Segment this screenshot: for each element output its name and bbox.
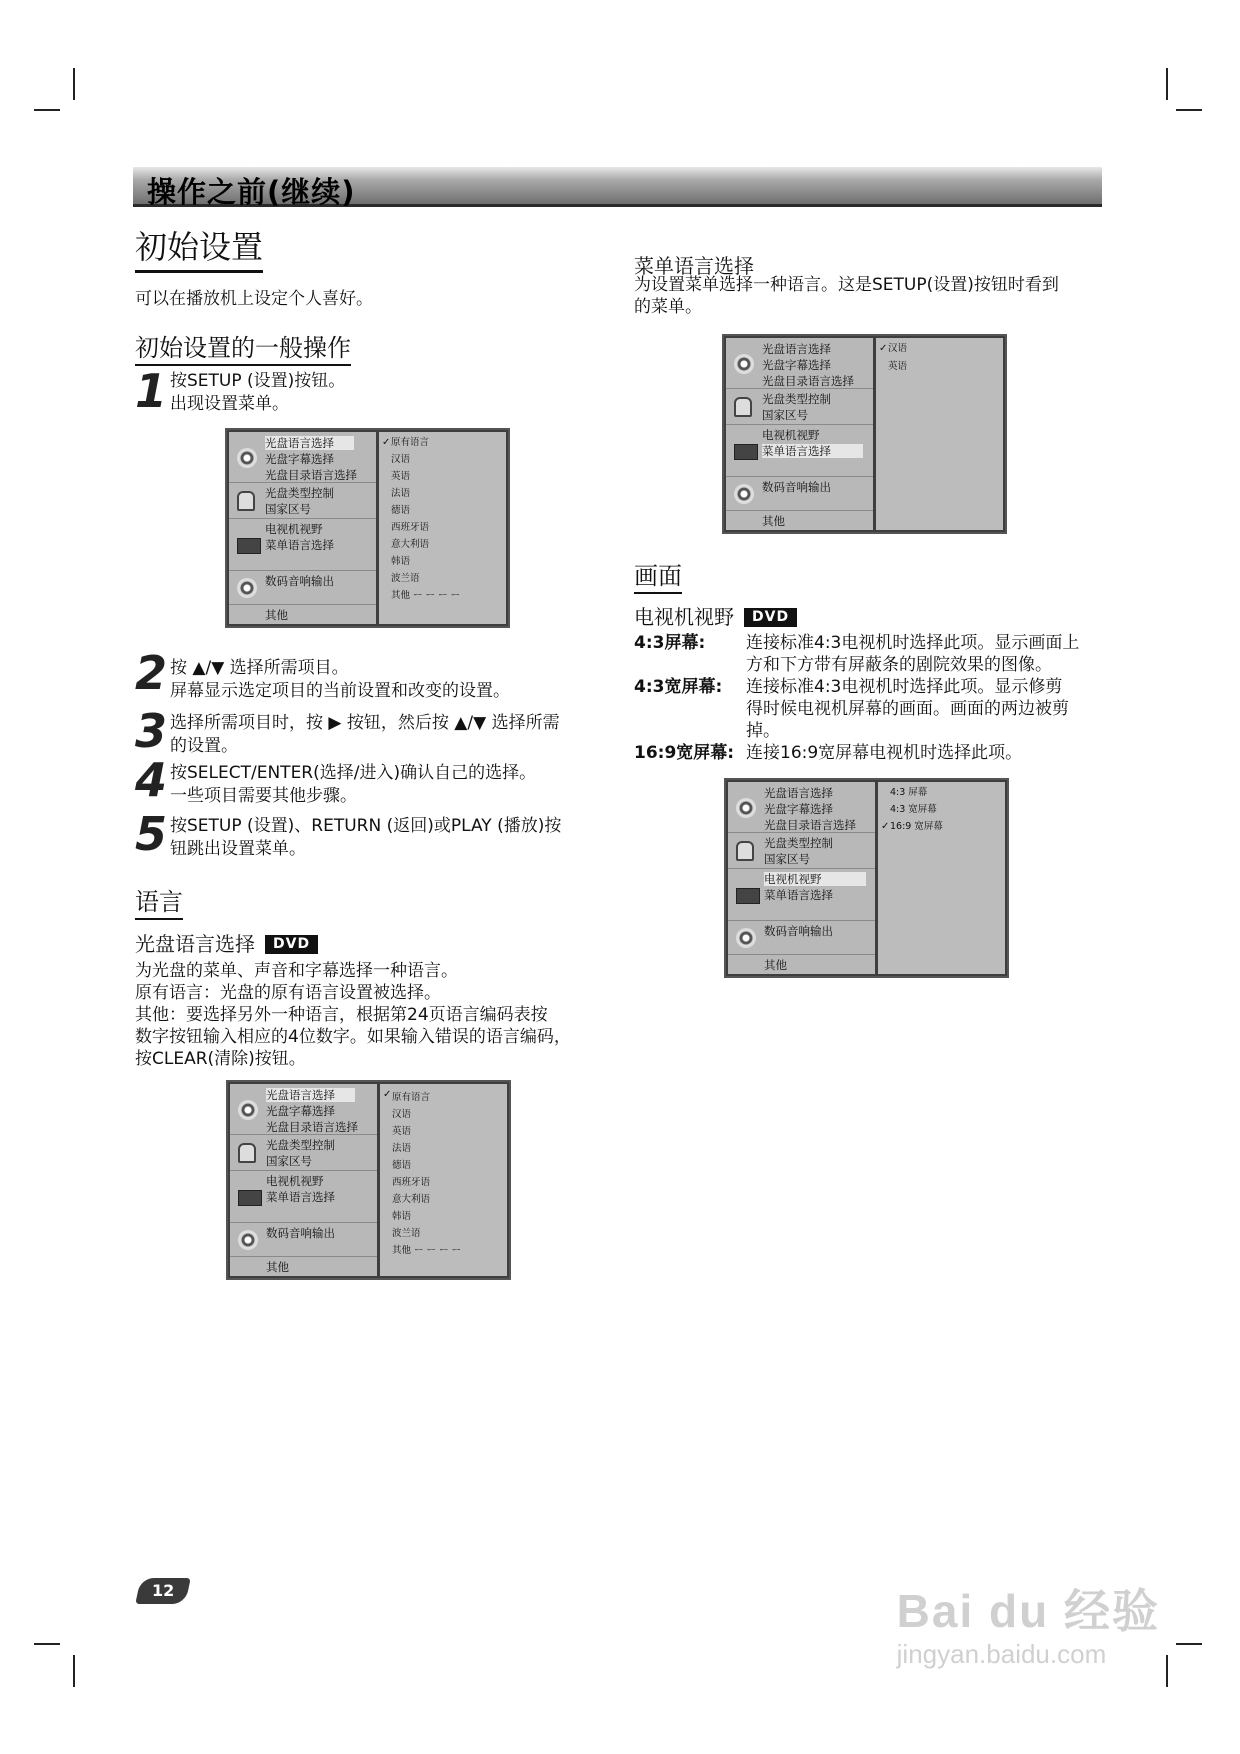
menu-option: 韩语	[391, 556, 411, 567]
step-text: 一些项目需要其他步骤。	[170, 786, 357, 806]
menu-group-audio	[230, 1224, 377, 1257]
menu-right-panel	[380, 1084, 507, 1276]
menu-group-lock	[726, 390, 873, 425]
step-number: 3	[135, 704, 168, 758]
menu-item: 光盘类型控制	[266, 1138, 335, 1152]
audio-icon	[238, 1230, 258, 1250]
baidu-watermark	[897, 1575, 1160, 1670]
menu-option: 英语	[392, 1126, 412, 1137]
disc-icon	[237, 448, 257, 468]
menu-group-disc	[230, 1084, 377, 1135]
paragraph: 数字按钮输入相应的4位数字。如果输入错误的语言编码，	[135, 1027, 571, 1047]
menu-option: 波兰语	[391, 573, 420, 584]
menu-item: 国家区号	[764, 852, 810, 866]
menu-item: 其他	[265, 608, 288, 622]
watermark-url: jingyan.baidu.com	[896, 1639, 1107, 1669]
menu-group-lock	[728, 834, 875, 869]
disc-language-title	[135, 928, 318, 957]
menu-item: 菜单语言选择	[764, 888, 833, 902]
step-number: 5	[135, 807, 168, 861]
check-icon: ✓	[881, 821, 890, 832]
crop-mark	[73, 68, 75, 100]
tv-icon	[238, 1190, 262, 1206]
menu-item: 光盘语言选择	[764, 786, 833, 800]
lock-icon	[237, 491, 255, 511]
menu-item: 光盘字幕选择	[764, 802, 833, 816]
menu-left-panel	[230, 1084, 377, 1276]
disc-icon	[734, 354, 754, 374]
initial-setup-intro: 可以在播放机上设定个人喜好。	[135, 289, 373, 309]
crop-mark	[73, 1655, 75, 1687]
step-text: 出现设置菜单。	[170, 394, 289, 414]
menu-option: 4:3 屏幕	[890, 787, 928, 798]
menu-item: 光盘语言选择	[265, 436, 354, 450]
menu-option: 原有语言	[391, 437, 430, 448]
menu-option: 法语	[392, 1143, 412, 1154]
menu-item: 光盘字幕选择	[266, 1104, 335, 1118]
menu-item: 光盘目录语言选择	[266, 1120, 358, 1134]
disc-icon	[238, 1100, 258, 1120]
menu-language-title: 菜单语言选择	[634, 254, 754, 278]
menu-option: 原有语言	[392, 1092, 431, 1103]
paragraph: 按CLEAR(清除)按钮。	[135, 1049, 306, 1069]
audio-icon	[736, 928, 756, 948]
tv-icon	[736, 888, 760, 904]
menu-group-lock	[229, 484, 376, 519]
watermark-brand: Bai du 经验	[896, 1585, 1160, 1637]
audio-icon	[237, 578, 257, 598]
menu-item: 国家区号	[265, 502, 311, 516]
menu-right-panel	[876, 338, 1003, 530]
lock-icon	[238, 1143, 256, 1163]
menu-option: 韩语	[392, 1211, 412, 1222]
step-number: 1	[135, 364, 168, 418]
menu-group-audio	[229, 572, 376, 605]
dvd-badge: DVD	[744, 608, 797, 627]
menu-right-panel	[379, 432, 506, 624]
definition-desc: 连接标准4:3电视机时选择此项。显示修剪	[746, 677, 1063, 697]
disc-icon	[736, 798, 756, 818]
step-text: 钮跳出设置菜单。	[170, 839, 306, 859]
crop-mark	[34, 1643, 60, 1645]
definition-desc: 连接16:9宽屏幕电视机时选择此项。	[746, 743, 1023, 763]
menu-option: 汉语	[392, 1109, 412, 1120]
general-operation-title: 初始设置的一般操作	[135, 328, 351, 366]
menu-left-panel	[728, 782, 875, 974]
menu-item: 电视机视野	[764, 872, 866, 886]
menu-right-panel	[878, 782, 1005, 974]
menu-item: 菜单语言选择	[266, 1190, 335, 1204]
definition-desc: 得时候电视机屏幕的画面。画面的两边被剪	[746, 699, 1069, 719]
menu-item: 菜单语言选择	[762, 444, 863, 458]
check-icon: ✓	[383, 1089, 392, 1100]
menu-group-tv	[726, 426, 873, 477]
tv-aspect-label: 电视机视野	[634, 605, 734, 629]
menu-option: 法语	[391, 488, 411, 499]
initial-setup-title: 初始设置	[135, 222, 263, 273]
paragraph: 为设置菜单选择一种语言。这是SETUP(设置)按钮时看到	[634, 275, 1059, 295]
menu-item: 光盘语言选择	[762, 342, 831, 356]
menu-item: 光盘目录语言选择	[762, 374, 854, 388]
menu-item: 其他	[266, 1260, 289, 1274]
definition-desc: 方和下方带有屏蔽条的剧院效果的图像。	[746, 655, 1052, 675]
menu-option: 汉语	[391, 454, 411, 465]
lock-icon	[736, 841, 754, 861]
crop-mark	[1166, 1655, 1168, 1687]
menu-option: 德语	[391, 505, 411, 516]
menu-option: 英语	[888, 361, 908, 372]
tv-icon	[237, 538, 261, 554]
step-text: 按SETUP (设置)按钮。	[170, 371, 346, 391]
step-text: 按 ▲/▼ 选择所需项目。	[170, 658, 349, 678]
step-text: 按SELECT/ENTER(选择/进入)确认自己的选择。	[170, 763, 537, 783]
disc-language-label: 光盘语言选择	[135, 932, 255, 956]
menu-option: 波兰语	[392, 1228, 421, 1239]
definition-desc: 掉。	[746, 721, 780, 741]
step-text: 屏幕显示选定项目的当前设置和改变的设置。	[170, 681, 510, 701]
picture-title: 画面	[634, 556, 682, 594]
menu-option: 4:3 宽屏幕	[890, 804, 937, 815]
menu-option: 意大利语	[392, 1194, 431, 1205]
menu-left-panel	[229, 432, 376, 624]
definition-term: 4:3屏幕:	[634, 633, 706, 653]
page-number-badge	[135, 1578, 191, 1604]
dvd-badge: DVD	[265, 935, 318, 954]
menu-group-lock	[230, 1136, 377, 1171]
menu-group-disc	[229, 432, 376, 483]
menu-item: 光盘目录语言选择	[265, 468, 357, 482]
menu-item: 数码音响输出	[762, 480, 831, 494]
menu-item: 光盘目录语言选择	[764, 818, 856, 832]
check-icon: ✓	[382, 437, 391, 448]
audio-icon	[734, 484, 754, 504]
crop-mark	[34, 109, 60, 111]
menu-option: 西班牙语	[391, 522, 430, 533]
menu-item: 数码音响输出	[265, 574, 334, 588]
setup-menu-screenshot	[226, 1080, 511, 1280]
check-icon: ✓	[879, 343, 888, 354]
menu-group-disc	[728, 782, 875, 833]
menu-item: 光盘字幕选择	[762, 358, 831, 372]
menu-option: 德语	[392, 1160, 412, 1171]
setup-menu-screenshot	[724, 778, 1009, 978]
setup-menu-screenshot	[225, 428, 510, 628]
definition-term: 4:3宽屏幕:	[634, 677, 723, 697]
menu-item: 电视机视野	[762, 428, 820, 442]
menu-group-tv	[229, 520, 376, 571]
menu-item: 数码音响输出	[764, 924, 833, 938]
menu-option: 意大利语	[391, 539, 430, 550]
paragraph: 原有语言：光盘的原有语言设置被选择。	[135, 983, 441, 1003]
menu-left-panel	[726, 338, 873, 530]
setup-menu-screenshot	[722, 334, 1007, 534]
menu-option: 其他 ー ー ー ー	[391, 590, 461, 601]
paragraph: 的菜单。	[634, 297, 702, 317]
menu-option: 汉语	[888, 343, 908, 354]
menu-item: 电视机视野	[266, 1174, 324, 1188]
step-number: 4	[135, 753, 168, 807]
tv-icon	[734, 444, 758, 460]
definition-term: 16:9宽屏幕:	[634, 743, 735, 763]
step-text: 按SETUP (设置)、RETURN (返回)或PLAY (播放)按	[170, 816, 562, 836]
menu-item: 光盘类型控制	[265, 486, 334, 500]
menu-group-disc	[726, 338, 873, 389]
menu-option: 16:9 宽屏幕	[890, 821, 943, 832]
menu-item: 其他	[762, 514, 785, 528]
menu-option: 英语	[391, 471, 411, 482]
menu-item: 光盘类型控制	[762, 392, 831, 406]
menu-item: 光盘语言选择	[266, 1088, 355, 1102]
menu-group-tv	[230, 1172, 377, 1223]
page-number: 12	[151, 1581, 175, 1600]
menu-option: 其他 ー ー ー ー	[392, 1245, 462, 1256]
menu-item: 国家区号	[762, 408, 808, 422]
menu-item: 菜单语言选择	[265, 538, 334, 552]
tv-aspect-title	[634, 601, 797, 630]
step-text: 选择所需项目时，按 ▶ 按钮，然后按 ▲/▼ 选择所需	[170, 713, 560, 733]
crop-mark	[1176, 109, 1202, 111]
menu-item: 光盘类型控制	[764, 836, 833, 850]
crop-mark	[1176, 1643, 1202, 1645]
menu-option: 西班牙语	[392, 1177, 431, 1188]
definition-desc: 连接标准4:3电视机时选择此项。显示画面上	[746, 633, 1080, 653]
paragraph: 其他：要选择另外一种语言，根据第24页语言编码表按	[135, 1005, 548, 1025]
header-title: 操作之前(继续)	[147, 175, 356, 209]
menu-item: 国家区号	[266, 1154, 312, 1168]
step-text: 的设置。	[170, 736, 238, 756]
step-number: 2	[135, 646, 168, 700]
language-title: 语言	[135, 882, 183, 920]
menu-item: 数码音响输出	[266, 1226, 335, 1240]
menu-group-tv	[728, 870, 875, 921]
paragraph: 为光盘的菜单、声音和字幕选择一种语言。	[135, 961, 458, 981]
menu-group-audio	[726, 478, 873, 511]
lock-icon	[734, 397, 752, 417]
menu-item: 光盘字幕选择	[265, 452, 334, 466]
section-header-bar	[133, 167, 1102, 207]
crop-mark	[1166, 68, 1168, 100]
menu-item: 电视机视野	[265, 522, 323, 536]
menu-group-audio	[728, 922, 875, 955]
menu-item: 其他	[764, 958, 787, 972]
